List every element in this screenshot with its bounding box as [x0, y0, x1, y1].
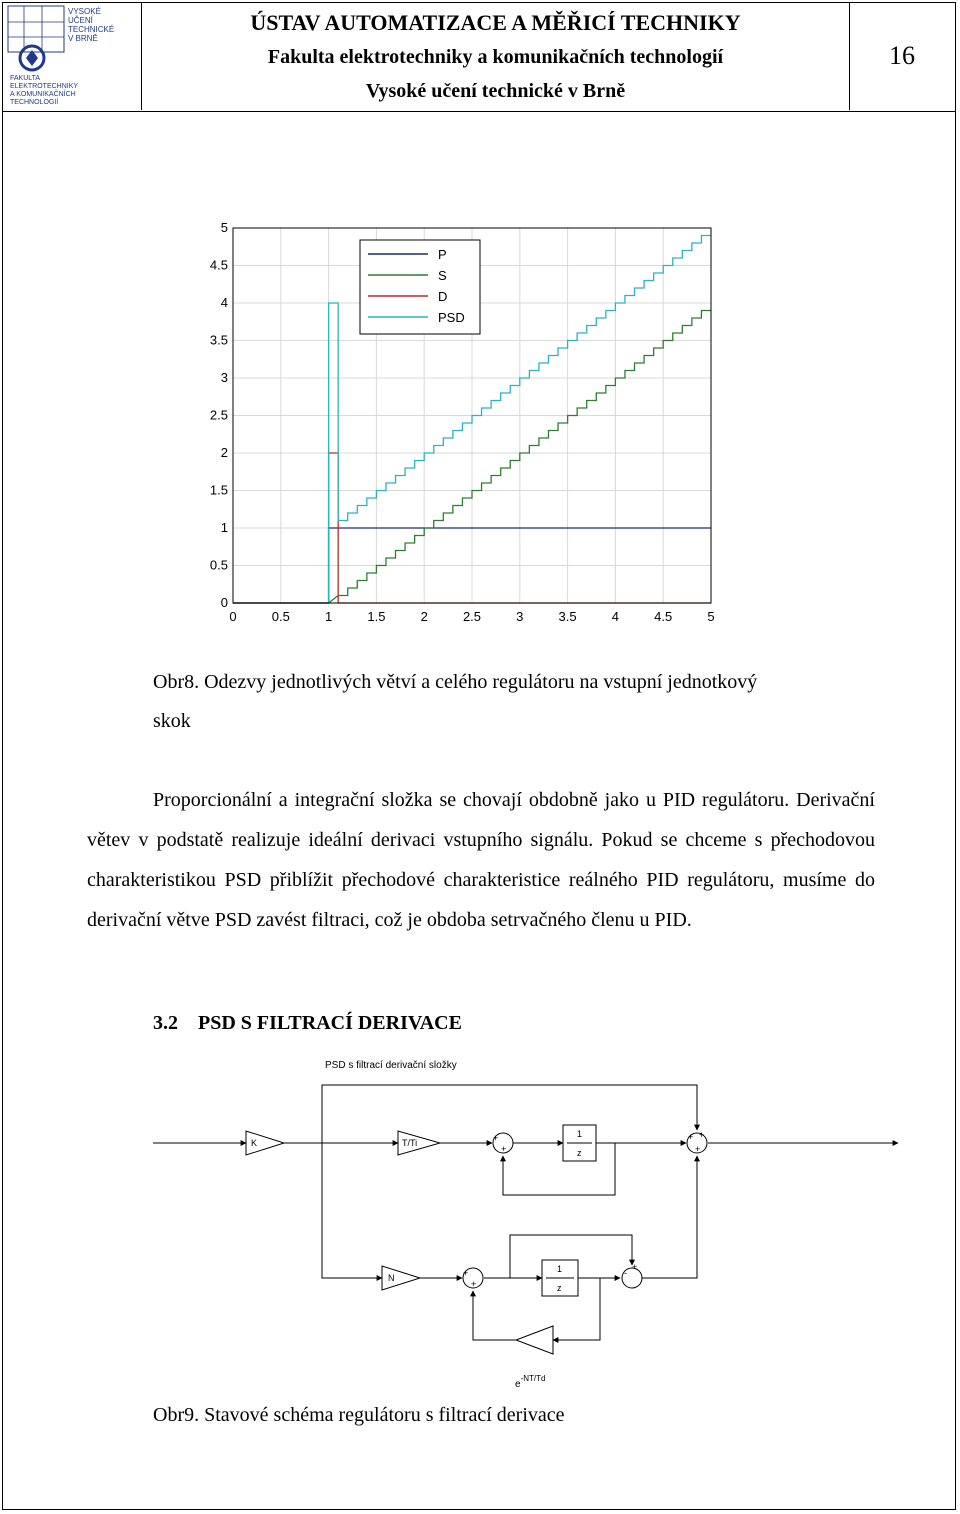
x-tick-label: 1.5	[367, 609, 386, 624]
svg-text:+: +	[695, 1144, 701, 1154]
page-header	[2, 2, 956, 112]
figure-caption-9: Obr9. Stavové schéma regulátoru s filtrací derivace	[153, 1404, 565, 1426]
section-number: 3.2	[153, 1012, 178, 1034]
x-tick-label: 0.5	[271, 609, 290, 624]
block-diagram	[0, 1050, 960, 1395]
svg-text:+: +	[471, 1279, 477, 1289]
page-number: 16	[889, 41, 915, 70]
university-name: Vysoké učení technické v Brně	[365, 80, 626, 102]
legend-label-s: S	[438, 268, 447, 283]
svg-text:TECHNICKÉ: TECHNICKÉ	[68, 25, 115, 34]
svg-text:+: +	[699, 1130, 705, 1140]
integrator1-numerator: 1	[577, 1129, 583, 1139]
svg-text:+: +	[463, 1268, 469, 1278]
gain-k-label: K	[251, 1138, 258, 1148]
university-logo	[2, 2, 142, 110]
y-tick-label: 1	[220, 520, 228, 535]
x-tick-label: 2	[420, 609, 428, 624]
svg-text:ELEKTROTECHNIKY: ELEKTROTECHNIKY	[10, 83, 79, 90]
y-tick-label: 0.5	[210, 557, 228, 573]
legend-label-d: D	[438, 289, 448, 304]
x-tick-label: 1	[324, 609, 333, 624]
y-tick-label: 0	[220, 595, 228, 610]
y-tick-label: 3	[220, 370, 228, 385]
body-paragraph: Proporcionální a integrační složka se chovají obdobně jako u PID regulátoru. Derivační větev v podstatě realizuje ideální derivaci vstupního signálu. Pokud se chceme s přechodovou charakteristikou PSD přiblížit přechodové charakteristice reálného PID regulátoru, musíme do derivační větve PSD zavést filtraci, což je obdoba setrvačného členu u PID.	[87, 789, 875, 931]
faculty-name: Fakulta elektrotechniky a komunikačních technologií	[267, 46, 724, 68]
svg-text:+: +	[501, 1144, 507, 1154]
x-tick-label: 3.5	[558, 609, 577, 624]
svg-text:+: +	[493, 1133, 499, 1143]
y-tick-label: 1.5	[210, 482, 228, 498]
y-tick-label: 2.5	[210, 407, 228, 423]
logo-text-top	[68, 7, 114, 43]
svg-text:VYSOKÉ: VYSOKÉ	[68, 7, 101, 16]
section-title: PSD S FILTRACÍ DERIVACE	[198, 1012, 462, 1034]
svg-text:A KOMUNIKAČNÍCH: A KOMUNIKAČNÍCH	[10, 91, 76, 98]
y-tick-label: 3.5	[210, 332, 228, 348]
integrator2-denominator: z	[557, 1283, 562, 1293]
section-heading	[153, 1003, 462, 1043]
chart-legend	[360, 240, 480, 334]
x-tick-label: 0	[229, 609, 237, 624]
y-tick-label: 4	[220, 295, 228, 310]
logo-text-bottom	[10, 75, 78, 106]
header-titles	[142, 2, 850, 110]
x-tick-label: 5	[707, 609, 715, 624]
svg-text:UČENÍ: UČENÍ	[68, 16, 93, 25]
y-tick-label: 2	[220, 445, 228, 460]
logo-graphic	[2, 2, 140, 108]
svg-text:TECHNOLOGIÍ: TECHNOLOGIÍ	[10, 99, 59, 106]
figure-caption-8-continued: skok	[153, 710, 191, 732]
svg-text:-: -	[624, 1268, 627, 1278]
gain-t-ti-label: T/Ti	[402, 1138, 418, 1148]
gain-n-label: N	[388, 1273, 395, 1283]
x-tick-label: 2.5	[462, 609, 482, 624]
feedback-gain-label: $e^{-NT/Td}$	[515, 1374, 546, 1390]
svg-text:V BRNĚ: V BRNĚ	[68, 34, 98, 43]
figure-caption-8: Obr8. Odezvy jednotlivých větví a celého regulátoru na vstupní jednotkový	[153, 671, 758, 693]
svg-text:FAKULTA: FAKULTA	[10, 75, 41, 82]
department-name: ÚSTAV AUTOMATIZACE A MĚŘICÍ TECHNIKY	[250, 10, 741, 35]
y-tick-label: 4.5	[210, 257, 228, 273]
integrator2-numerator: 1	[557, 1264, 563, 1274]
svg-text:+: +	[632, 1262, 638, 1272]
svg-text:+: +	[688, 1132, 694, 1142]
legend-label-psd: PSD	[438, 310, 465, 325]
integrator1-denominator: z	[577, 1148, 582, 1158]
x-tick-label: 4	[611, 609, 620, 624]
legend-label-p: P	[438, 247, 447, 262]
diagram-title: PSD s filtrací derivační složky	[325, 1060, 457, 1071]
x-tick-label: 3	[516, 609, 524, 624]
y-tick-label: 5	[220, 220, 228, 235]
response-chart	[210, 215, 730, 630]
x-tick-label: 4.5	[654, 609, 673, 624]
